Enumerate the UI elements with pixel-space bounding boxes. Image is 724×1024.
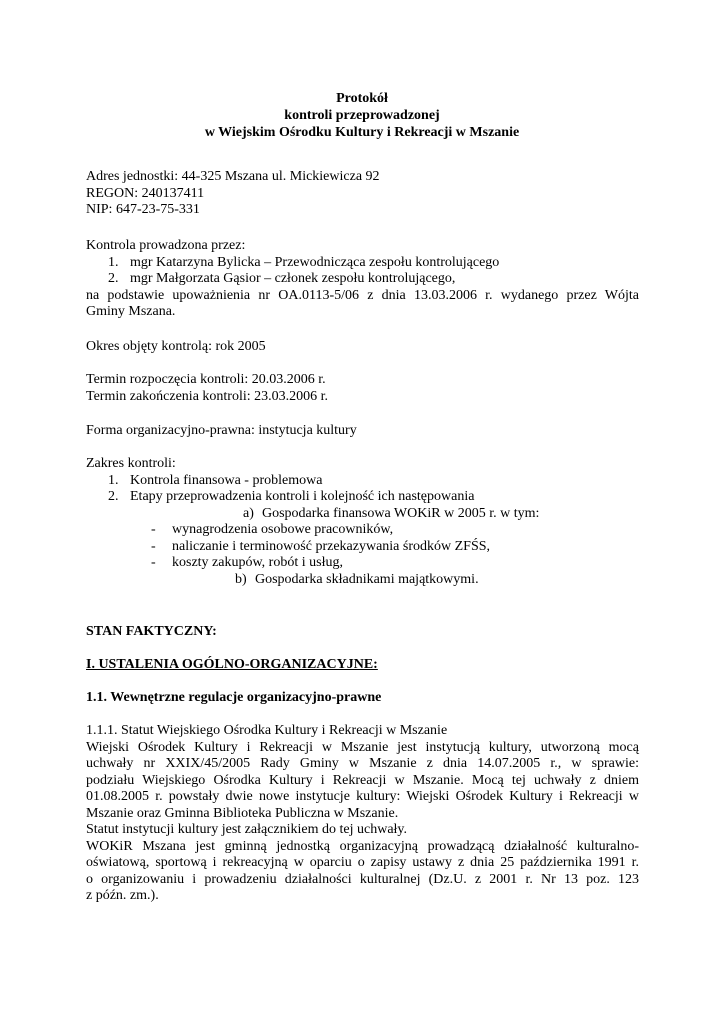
wokir-paragraph-line: oświatową, sportową i rekreacyjną w oparciu o zapisy ustawy z dnia 25 października 1991 r. [86,855,639,870]
control-team [86,238,639,321]
protocol-title [86,90,638,141]
scope-sub-item-a: a) Gospodarka finansowa WOKiR w 2005 r. w tym: [243,505,540,521]
control-dates [86,372,639,405]
inspector-item: 1. mgr Katarzyna Bylicka – Przewodnicząca zespołu kontrolującego [108,254,500,270]
start-date: Termin rozpoczęcia kontroli: 20.03.2006 r. [86,372,326,387]
end-date: Termin zakończenia kontroli: 23.03.2006 r. [86,388,329,404]
title-line-2: kontroli przeprowadzonej [284,108,440,123]
scope-dash-item: - naliczanie i terminowość przekazywania środków ZFŚS, [151,538,491,554]
scope-dash-item: - koszty zakupów, robót i usług, [151,555,343,570]
scope-label: Zakres kontroli: [86,456,176,471]
control-scope [86,456,639,588]
statute-paragraph-line: Mszanie oraz Gminna Biblioteka Publiczna w Mszanie. [86,805,399,821]
statute-paragraph-line: podziału Wiejskiego Ośrodka Kultury i Rekreacji w Mszanie. Mocą tej uchwały z dniem [86,772,639,788]
unit-info [86,169,639,219]
statute-paragraph-line: Wiejski Ośrodek Kultury i Rekreacji w Mszanie jest instytucją kultury, utworzoną mocą [86,739,639,755]
scope-dash-item: - wynagrodzenia osobowe pracowników, [151,522,394,537]
section-1-heading: I. USTALENIA OGÓLNO-ORGANIZACYJNE: [86,657,378,672]
section-1-1-1 [86,723,639,905]
scope-item: 1. Kontrola finansowa - problemowa [108,472,323,488]
authorization-line: Gminy Mszana. [86,304,176,319]
scope-sub-item-b: b) Gospodarka składnikami majątkowymi. [235,571,479,587]
unit-nip: NIP: 647-23-75-331 [86,202,200,217]
authorization-line: na podstawie upoważnienia nr OA.0113-5/06 z dnia 13.03.2006 r. wydanego przez Wójta [86,287,639,303]
scope-item: 2. Etapy przeprowadzenia kontroli i kolejność ich następowania [108,489,475,504]
title-line-3: w Wiejskim Ośrodku Kultury i Rekreacji w Mszanie [204,125,520,140]
control-period: Okres objęty kontrolą: rok 2005 [86,339,266,354]
title-line-1: Protokół [336,91,388,106]
statute-paragraph-line: uchwały nr XXIX/45/2005 Rady Gminy w Mszanie z dnia 14.07.2005 r., w sprawie: [86,756,639,771]
state-heading: STAN FAKTYCZNY: [86,624,217,639]
inspector-item: 2. mgr Małgorzata Gąsior – członek zespołu kontrolującego, [108,271,456,286]
section-1-1-1-heading: 1.1.1. Statut Wiejskiego Ośrodka Kultury i Rekreacji w Mszanie [86,723,448,738]
wokir-paragraph-line: z późn. zm.). [86,888,159,903]
statute-paragraph-line: 01.08.2005 r. powstały dwie nowe instytucje kultury: Wiejski Ośrodek Kultury i Rekreacji w [86,789,639,804]
wokir-paragraph-line: o organizowaniu i prowadzeniu działalności kulturalnej (Dz.U. z 2001 r. Nr 13 poz. 123 [86,871,639,887]
unit-address: Adres jednostki: 44-325 Mszana ul. Mickiewicza 92 [86,169,380,184]
control-by-label: Kontrola prowadzona przez: [86,238,246,253]
statute-attachment-note: Statut instytucji kultury jest załącznikiem do tej uchwały. [86,822,408,837]
legal-form: Forma organizacyjno-prawna: instytucja kultury [86,423,357,438]
wokir-paragraph-line: WOKiR Mszana jest gminną jednostką organizacyjną prowadzącą działalność kulturalno- [86,838,639,854]
unit-regon: REGON: 240137411 [86,185,205,201]
section-1-1-heading: 1.1. Wewnętrzne regulacje organizacyjno-prawne [86,690,382,705]
